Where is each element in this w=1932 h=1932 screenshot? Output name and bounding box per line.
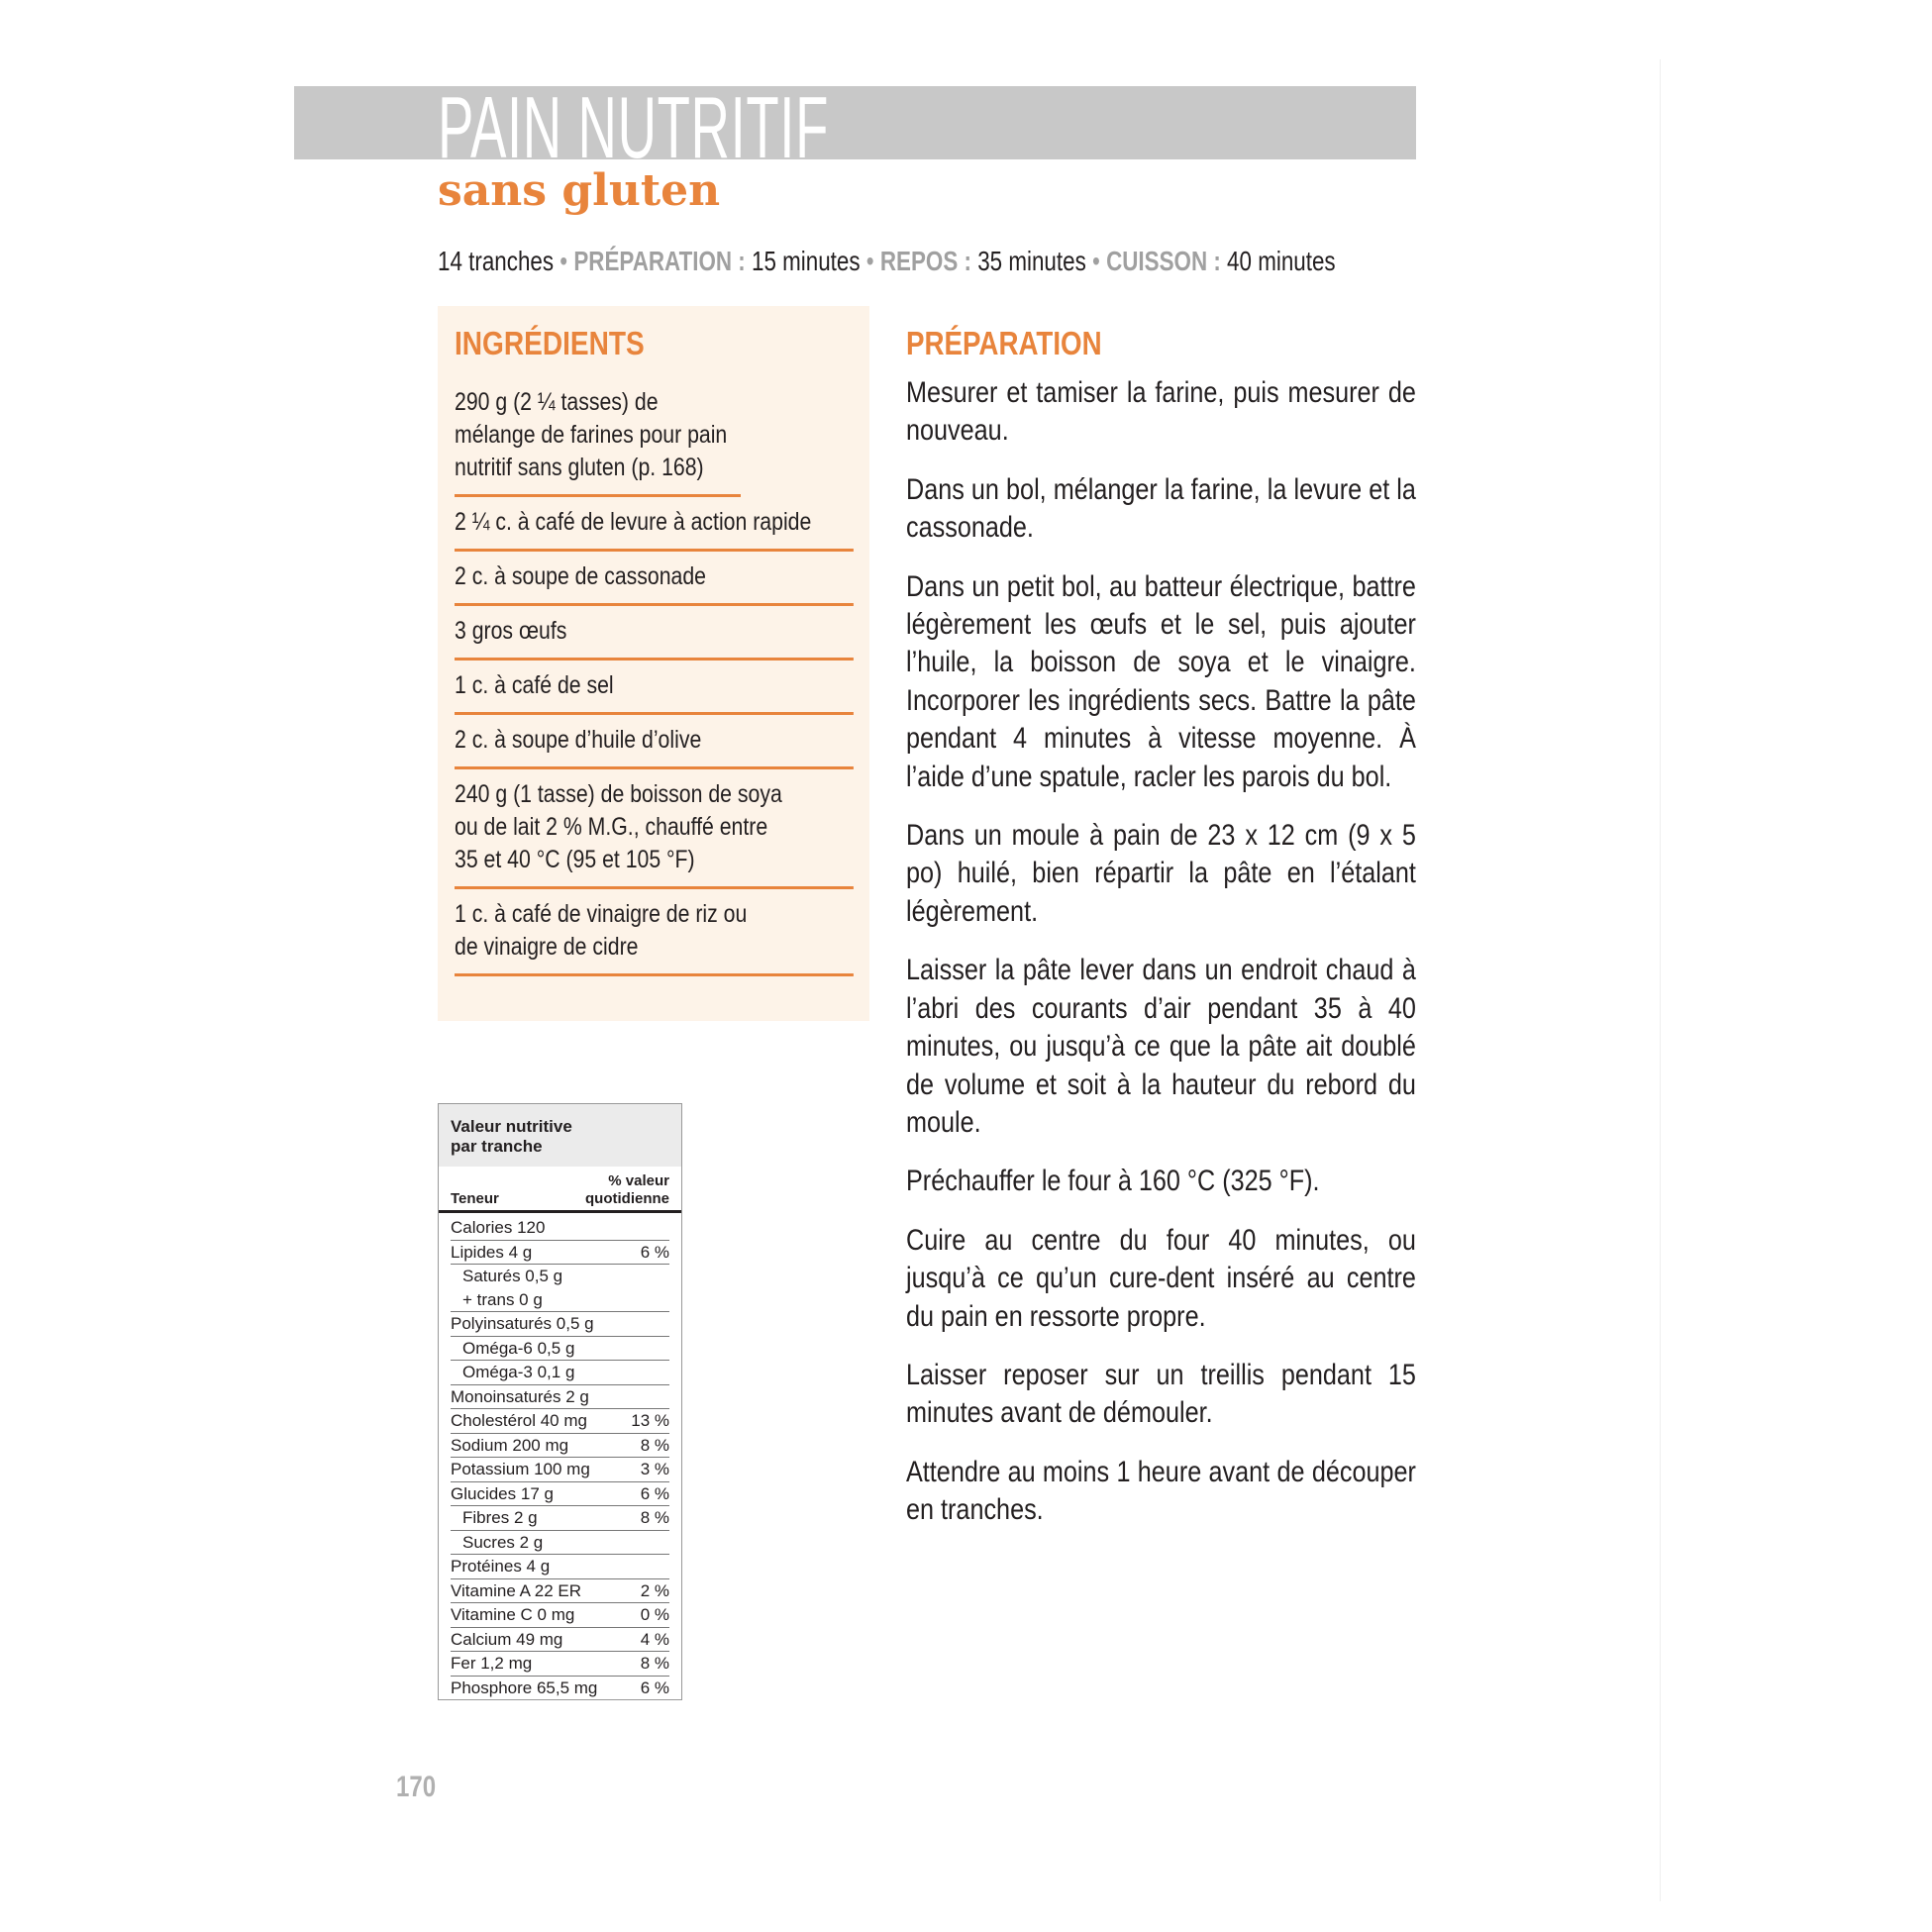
rest-label: REPOS :	[879, 246, 971, 276]
nutrition-row	[451, 1506, 669, 1531]
nutrient-label: Monoinsaturés 2 g	[451, 1386, 589, 1406]
nutrition-row	[451, 1409, 669, 1434]
col-dv-line: quotidienne	[585, 1190, 669, 1207]
col-amount: Teneur	[451, 1190, 499, 1207]
step: Cuire au centre du four 40 minutes, ou jusqu’à ce qu’un cure-dent inséré au centre du pain en ressorte propre.	[906, 1223, 1416, 1333]
separator: •	[865, 246, 874, 276]
cook-label: CUISSON :	[1106, 246, 1221, 276]
nutrition-row	[451, 1603, 669, 1628]
step: Dans un moule à pain de 23 x 12 cm (9 x 5 po) huilé, bien répartir la pâte en l’étalant légèrement.	[906, 819, 1416, 928]
nutrient-daily-value: 8 %	[640, 1654, 669, 1673]
nutrient-label: Vitamine A 22 ER	[451, 1580, 581, 1600]
prep-label: PRÉPARATION :	[573, 246, 746, 276]
ingredient-item: 2 ¼ c. à café de levure à action rapide	[455, 497, 854, 552]
nutrient-daily-value: 8 %	[640, 1508, 669, 1527]
nutrient-daily-value: 6 %	[640, 1678, 669, 1697]
nutrition-row	[451, 1241, 669, 1266]
rest-value: 35 minutes	[977, 246, 1086, 276]
nutrient-label: + trans 0 g	[462, 1289, 543, 1309]
nutrient-label: Calories 120	[451, 1218, 546, 1237]
nutrient-label: Cholestérol 40 mg	[451, 1411, 587, 1430]
cook-value: 40 minutes	[1227, 246, 1336, 276]
recipe-meta	[438, 246, 1336, 277]
step: Dans un bol, mélanger la farine, la levure et la cassonade.	[906, 472, 1416, 545]
nutrient-label: Protéines 4 g	[451, 1557, 551, 1576]
nutrition-row	[451, 1628, 669, 1653]
recipe-subtitle: sans gluten	[438, 165, 721, 216]
ingredient-item: 290 g (2 ¼ tasses) de mélange de farines pour pain nutritif sans gluten (p. 168)	[455, 377, 741, 497]
nutrient-label: Phosphore 65,5 mg	[451, 1678, 598, 1697]
nutrition-row	[451, 1482, 669, 1507]
nutrition-row	[451, 1312, 669, 1337]
nutrition-row	[451, 1337, 669, 1362]
nutrition-row	[451, 1652, 669, 1677]
nutrition-row	[451, 1531, 669, 1556]
ingredient-item: 240 g (1 tasse) de boisson de soya ou de lait 2 % M.G., chauffé entre 35 et 40 °C (95 et 105 °F)	[455, 769, 854, 889]
col-dv-line: % valeur	[608, 1172, 669, 1189]
step: Laisser la pâte lever dans un endroit chaud à l’abri des courants d’air pendant 35 à 40 minutes, ou jusqu’à ce que la pâte ait doublé de volume et soit à la hauteur du rebord du moule.	[906, 954, 1416, 1139]
nutrient-label: Oméga-3 0,1 g	[462, 1363, 575, 1381]
nutrition-row	[451, 1216, 669, 1241]
ingredient-item: 2 c. à soupe de cassonade	[455, 552, 854, 606]
nutrition-title-line: Valeur nutritive	[451, 1117, 572, 1136]
separator: •	[1092, 246, 1100, 276]
recipe-title: PAIN NUTRITIF	[438, 78, 830, 176]
nutrient-label: Fibres 2 g	[462, 1508, 538, 1527]
nutrient-label: Polyinsaturés 0,5 g	[451, 1314, 594, 1333]
nutrient-label: Vitamine C 0 mg	[451, 1605, 575, 1624]
step: Préchauffer le four à 160 °C (325 °F).	[906, 1165, 1320, 1198]
step: Dans un petit bol, au batteur électrique, battre légèrement les œufs et le sel, puis ajouter l’huile, la boisson de soya et le vinaigre. Incorporer les ingrédients secs. Battre la pâte pendant 4 minutes à vitesse moyenne. À l’aide d’une spatule, racler les parois du bol.	[906, 569, 1416, 793]
nutrient-daily-value: 4 %	[640, 1629, 669, 1649]
nutrition-column-headers	[439, 1167, 681, 1213]
nutrition-title-line: par tranche	[451, 1137, 543, 1156]
ingredient-item: 1 c. à café de sel	[455, 661, 854, 715]
col-daily-value	[585, 1172, 669, 1208]
nutrition-row	[451, 1677, 669, 1700]
nutrient-label: Sucres 2 g	[462, 1532, 544, 1552]
nutrient-label: Potassium 100 mg	[451, 1460, 590, 1478]
step: Mesurer et tamiser la farine, puis mesurer de nouveau.	[906, 376, 1416, 448]
nutrition-rows	[439, 1216, 681, 1699]
nutrition-facts-table	[438, 1103, 682, 1700]
nutrition-row	[451, 1265, 669, 1288]
nutrient-label: Saturés 0,5 g	[462, 1267, 563, 1285]
nutrition-row	[451, 1555, 669, 1579]
nutrient-daily-value: 8 %	[640, 1435, 669, 1455]
nutrition-row	[451, 1288, 669, 1313]
preparation-heading: PRÉPARATION	[906, 325, 1102, 361]
nutrient-daily-value: 3 %	[640, 1460, 669, 1478]
nutrient-daily-value: 2 %	[640, 1580, 669, 1600]
ingredient-item: 3 gros œufs	[455, 606, 854, 661]
step: Laisser reposer sur un treillis pendant 15 minutes avant de démouler.	[906, 1358, 1416, 1430]
nutrition-row	[451, 1579, 669, 1604]
step: Attendre au moins 1 heure avant de découper en tranches.	[906, 1455, 1416, 1527]
nutrient-daily-value: 0 %	[640, 1605, 669, 1624]
preparation-section	[906, 324, 1416, 1551]
nutrient-daily-value: 6 %	[640, 1483, 669, 1503]
yield: 14 tranches	[438, 246, 555, 276]
nutrition-row	[451, 1434, 669, 1459]
ingredient-item: 2 c. à soupe d’huile d’olive	[455, 715, 854, 769]
nutrient-label: Fer 1,2 mg	[451, 1654, 533, 1673]
nutrition-title	[439, 1104, 681, 1167]
nutrition-row	[451, 1385, 669, 1410]
nutrient-label: Lipides 4 g	[451, 1242, 533, 1262]
nutrient-label: Glucides 17 g	[451, 1483, 554, 1503]
ingredient-item: 1 c. à café de vinaigre de riz ou de vinaigre de cidre	[455, 889, 854, 976]
nutrient-daily-value: 6 %	[640, 1242, 669, 1262]
nutrient-daily-value: 13 %	[631, 1411, 669, 1430]
page-edge-line	[1660, 59, 1661, 1901]
nutrition-row	[451, 1361, 669, 1385]
nutrition-row	[451, 1458, 669, 1482]
ingredients-heading: INGRÉDIENTS	[455, 325, 645, 361]
nutrient-label: Sodium 200 mg	[451, 1435, 569, 1455]
ingredients-list	[455, 324, 854, 976]
nutrient-label: Calcium 49 mg	[451, 1629, 563, 1649]
page-number: 170	[396, 1771, 437, 1803]
separator: •	[559, 246, 568, 276]
prep-value: 15 minutes	[751, 246, 861, 276]
nutrient-label: Oméga-6 0,5 g	[462, 1338, 575, 1358]
